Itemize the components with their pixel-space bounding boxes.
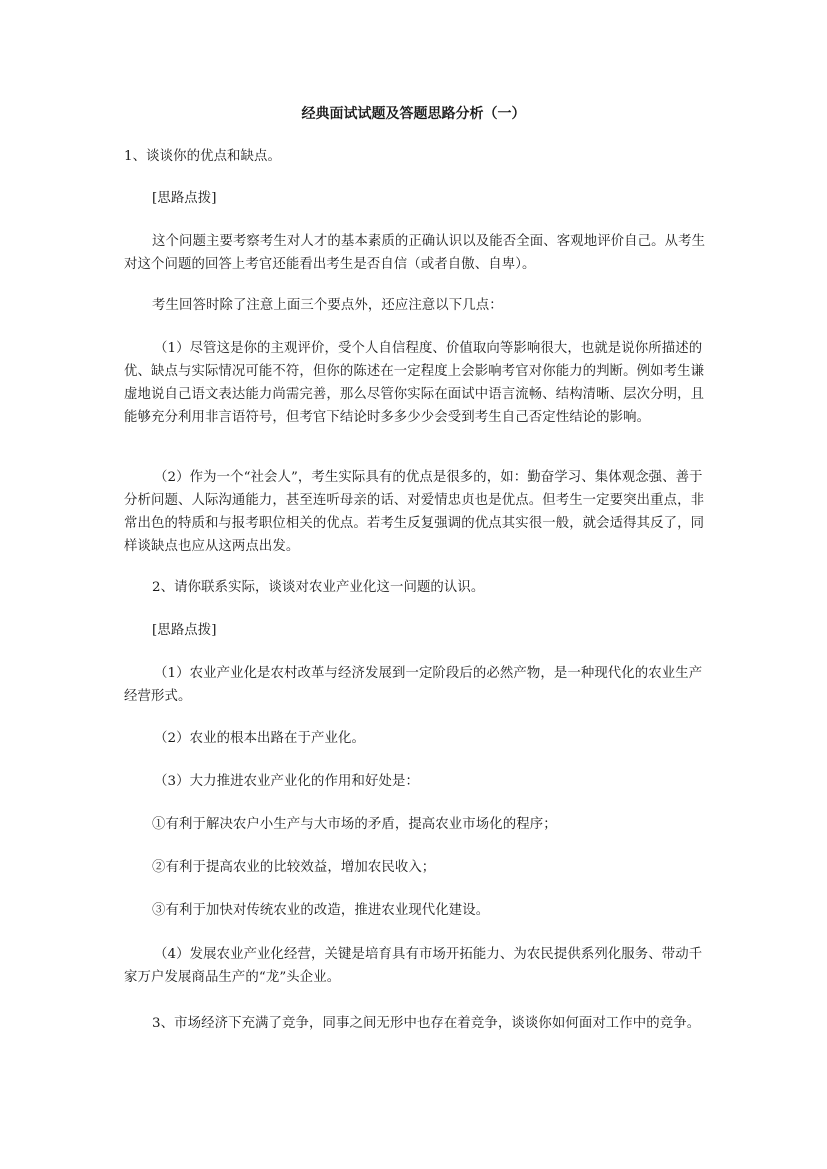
paragraph-intro-points: 考生回答时除了注意上面三个要点外，还应注意以下几点： bbox=[152, 298, 503, 313]
question-2: 2、请你联系实际，谈谈对农业产业化这一问题的认识。 bbox=[152, 580, 485, 595]
hint-label-2: [思路点拨] bbox=[152, 623, 217, 638]
paragraph-point-1: （1）尽管这是你的主观评价，受个人自信程度、价值取向等影响很大，也就是说你所描述的优、缺点与实际情况可能不符，但你的陈述在一定程度上会影响考官对你能力的判断。例如考生谦虚地说自己语文表达能力尚需完善，那么尽管你实际在面试中语言流畅、结构清晰、层次分明，且能够充分利用非言语符号，但考官下结论时多多少少会受到考生自己否定性结论的影响。 bbox=[124, 341, 705, 425]
paragraph-2-point-3: （3）大力推进农业产业化的作用和好处是： bbox=[154, 774, 419, 789]
paragraph-2-point-1: （1）农业产业化是农村改革与经济发展到一定阶段后的必然产物，是一种现代化的农业生产经营形式。 bbox=[124, 666, 703, 704]
paragraph-2-point-2: （2）农业的根本出路在于产业化。 bbox=[154, 731, 365, 746]
paragraph-2-point-4: （4）发展农业产业化经营，关键是培育具有市场开拓能力、为农民提供系列化服务、带动千家万户发展商品生产的“龙”头企业。 bbox=[124, 947, 703, 985]
question-3: 3、市场经济下充满了竞争，同事之间无形中也存在着竞争，谈谈你如何面对工作中的竞争。 bbox=[152, 1016, 701, 1031]
question-1: 1、谈谈你的优点和缺点。 bbox=[124, 149, 282, 164]
list-item-3: ③有利于加快对传统农业的改造，推进农业现代化建设。 bbox=[152, 903, 490, 918]
paragraph-point-2: （2）作为一个“社会人”，考生实际具有的优点是很多的，如：勤奋学习、集体观念强、善于分析问题、人际沟通能力，甚至连听母亲的话、对爱情忠贞也是优点。但考生一定要突出重点，非常出色的特质和与报考职位相关的优点。若考生反复强调的优点其实很一般，就会适得其反了，同样谈缺点也应从这两点出发。 bbox=[124, 470, 705, 554]
paragraph-analysis-1: 这个问题主要考察考生对人才的基本素质的正确认识以及能否全面、客观地评价自己。从考生对这个问题的回答上考官还能看出考生是否自信（或者自傲、自卑）。 bbox=[124, 234, 706, 272]
hint-label-1: [思路点拨] bbox=[152, 191, 217, 206]
document-title: 经典面试试题及答题思路分析（一） bbox=[301, 106, 526, 122]
list-item-1: ①有利于解决农户小生产与大市场的矛盾，提高农业市场化的程序； bbox=[152, 817, 557, 832]
list-item-2: ②有利于提高农业的比较效益，增加农民收入； bbox=[152, 860, 436, 875]
